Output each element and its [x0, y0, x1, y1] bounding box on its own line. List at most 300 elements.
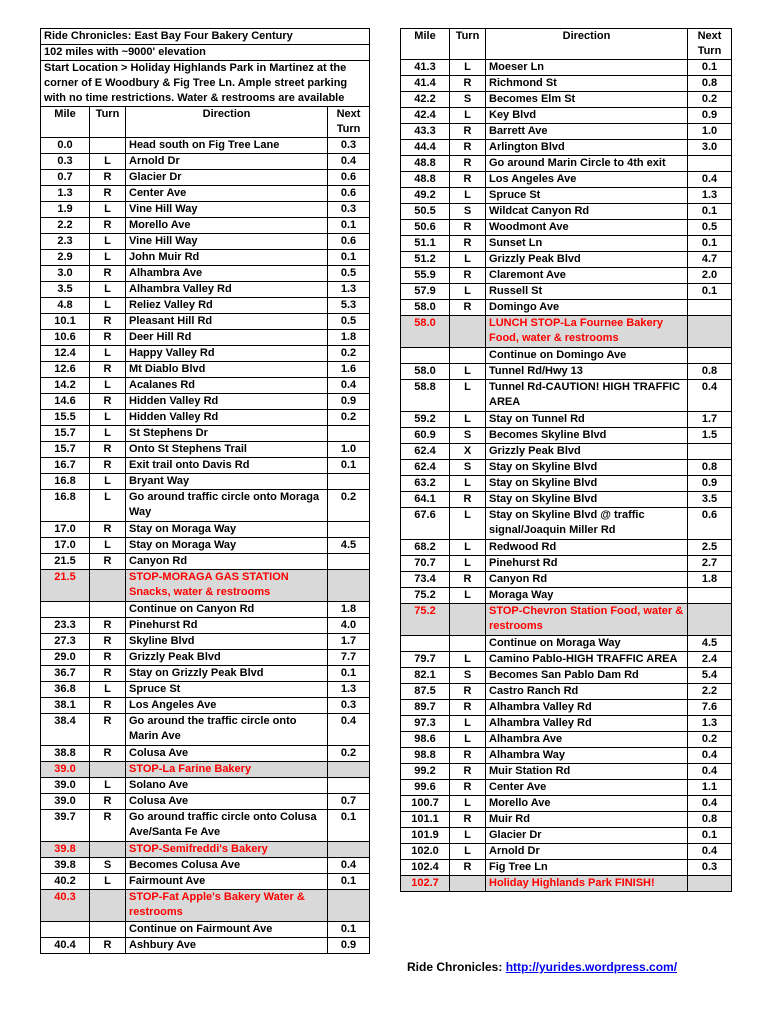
turn-cell: R [450, 764, 486, 780]
cue-row [401, 188, 732, 204]
direction-cell: Continue on Fairmount Ave [126, 922, 328, 938]
next-turn-cell: 0.1 [688, 204, 732, 220]
next-turn-cell: 4.0 [328, 618, 370, 634]
turn-cell: R [90, 746, 126, 762]
direction-cell: Happy Valley Rd [126, 346, 328, 362]
turn-cell: R [90, 266, 126, 282]
direction-cell: Domingo Ave [486, 300, 688, 316]
cue-row [41, 410, 370, 426]
mile-cell [401, 636, 450, 652]
direction-cell: Camino Pablo-HIGH TRAFFIC AREA [486, 652, 688, 668]
next-turn-cell: 0.2 [328, 346, 370, 362]
mile-cell: 16.7 [41, 458, 90, 474]
column-header-next-turn: Next Turn [328, 107, 370, 138]
next-turn-cell: 0.3 [688, 860, 732, 876]
mile-cell: 67.6 [401, 508, 450, 540]
cue-row [401, 156, 732, 172]
next-turn-cell [688, 316, 732, 348]
mile-cell: 39.7 [41, 810, 90, 842]
direction-cell: Stay on Grizzly Peak Blvd [126, 666, 328, 682]
direction-cell: Pinehurst Rd [486, 556, 688, 572]
cue-row [401, 236, 732, 252]
mile-cell: 29.0 [41, 650, 90, 666]
mile-cell: 1.3 [41, 186, 90, 202]
mile-cell: 48.8 [401, 172, 450, 188]
mile-cell: 12.4 [41, 346, 90, 362]
cue-row [41, 634, 370, 650]
turn-cell: L [450, 796, 486, 812]
direction-cell: Stay on Skyline Blvd [486, 460, 688, 476]
turn-cell: R [90, 330, 126, 346]
next-turn-cell: 4.5 [328, 538, 370, 554]
direction-cell: Alhambra Valley Rd [486, 700, 688, 716]
direction-cell: LUNCH STOP-La Fournee Bakery Food, water & restrooms [486, 316, 688, 348]
turn-cell: L [90, 538, 126, 554]
cue-row [41, 458, 370, 474]
cue-row [41, 138, 370, 154]
next-turn-cell: 0.8 [688, 812, 732, 828]
direction-cell: Colusa Ave [126, 794, 328, 810]
mile-cell: 38.1 [41, 698, 90, 714]
direction-cell: STOP-Fat Apple's Bakery Water & restrooms [126, 890, 328, 922]
mile-cell: 2.3 [41, 234, 90, 250]
direction-cell: Alhambra Valley Rd [126, 282, 328, 298]
column-header-next-turn: Next Turn [688, 29, 732, 60]
turn-cell: R [90, 442, 126, 458]
next-turn-cell: 0.2 [328, 746, 370, 762]
mile-cell: 98.6 [401, 732, 450, 748]
direction-cell: STOP-La Farine Bakery [126, 762, 328, 778]
turn-cell: R [450, 236, 486, 252]
direction-cell: Grizzly Peak Blvd [486, 444, 688, 460]
mile-cell: 15.7 [41, 442, 90, 458]
turn-cell: L [450, 188, 486, 204]
turn-cell: L [450, 588, 486, 604]
next-turn-cell: 0.1 [328, 250, 370, 266]
mile-cell: 27.3 [41, 634, 90, 650]
mile-cell: 62.4 [401, 460, 450, 476]
next-turn-cell: 1.1 [688, 780, 732, 796]
blog-link[interactable]: http://yurides.wordpress.com/ [505, 960, 678, 974]
direction-cell: Muir Rd [486, 812, 688, 828]
cue-row [401, 844, 732, 860]
direction-cell: Moeser Ln [486, 60, 688, 76]
mile-cell: 10.1 [41, 314, 90, 330]
next-turn-cell: 1.0 [328, 442, 370, 458]
turn-cell: L [450, 556, 486, 572]
cue-row [41, 650, 370, 666]
next-turn-cell: 0.4 [688, 748, 732, 764]
mile-cell: 40.3 [41, 890, 90, 922]
cue-row [41, 778, 370, 794]
next-turn-cell: 0.6 [328, 234, 370, 250]
next-turn-cell: 2.2 [688, 684, 732, 700]
next-turn-cell: 0.5 [328, 314, 370, 330]
cue-row [401, 204, 732, 220]
cue-row [401, 124, 732, 140]
mile-cell: 87.5 [401, 684, 450, 700]
turn-cell: L [90, 282, 126, 298]
direction-cell: Fig Tree Ln [486, 860, 688, 876]
cue-row [41, 682, 370, 698]
column-header-mile: Mile [401, 29, 450, 60]
next-turn-cell: 0.5 [688, 220, 732, 236]
mile-cell: 16.8 [41, 474, 90, 490]
turn-cell: L [90, 346, 126, 362]
turn-cell: L [450, 508, 486, 540]
mile-cell: 36.7 [41, 666, 90, 682]
mile-cell: 50.6 [401, 220, 450, 236]
cue-row [401, 812, 732, 828]
cue-row [401, 252, 732, 268]
column-header-turn: Turn [450, 29, 486, 60]
direction-cell: Alhambra Ave [126, 266, 328, 282]
mile-cell: 23.3 [41, 618, 90, 634]
cue-row [401, 764, 732, 780]
footer [407, 960, 677, 974]
next-turn-cell: 0.4 [688, 796, 732, 812]
cue-row [41, 810, 370, 842]
direction-cell: Vine Hill Way [126, 202, 328, 218]
turn-cell [90, 138, 126, 154]
turn-cell: R [90, 170, 126, 186]
mile-cell: 3.5 [41, 282, 90, 298]
next-turn-cell: 0.9 [688, 476, 732, 492]
mile-cell: 99.6 [401, 780, 450, 796]
cue-row [41, 170, 370, 186]
turn-cell: R [450, 76, 486, 92]
turn-cell: L [90, 682, 126, 698]
cue-row [401, 700, 732, 716]
direction-cell: Exit trail onto Davis Rd [126, 458, 328, 474]
mile-cell: 12.6 [41, 362, 90, 378]
next-turn-cell: 2.7 [688, 556, 732, 572]
turn-cell: L [90, 154, 126, 170]
cue-row [401, 140, 732, 156]
mile-cell: 38.8 [41, 746, 90, 762]
direction-cell: Go around the traffic circle onto Marin Ave [126, 714, 328, 746]
next-turn-cell [328, 842, 370, 858]
turn-cell: R [90, 634, 126, 650]
mile-cell: 101.9 [401, 828, 450, 844]
direction-cell: Stay on Moraga Way [126, 522, 328, 538]
cue-row [401, 636, 732, 652]
direction-cell: Hidden Valley Rd [126, 394, 328, 410]
mile-cell: 15.7 [41, 426, 90, 442]
next-turn-cell: 1.8 [328, 602, 370, 618]
next-turn-cell [688, 604, 732, 636]
next-turn-cell: 0.1 [328, 458, 370, 474]
direction-cell: John Muir Rd [126, 250, 328, 266]
cue-row [401, 860, 732, 876]
direction-cell: Los Angeles Ave [126, 698, 328, 714]
next-turn-cell: 2.4 [688, 652, 732, 668]
cue-row [401, 460, 732, 476]
direction-cell: Vine Hill Way [126, 234, 328, 250]
mile-cell: 50.5 [401, 204, 450, 220]
next-turn-cell [688, 348, 732, 364]
mile-cell: 58.0 [401, 364, 450, 380]
next-turn-cell: 2.5 [688, 540, 732, 556]
cue-row [41, 794, 370, 810]
direction-cell: Becomes Skyline Blvd [486, 428, 688, 444]
mile-cell: 14.6 [41, 394, 90, 410]
next-turn-cell [328, 762, 370, 778]
next-turn-cell: 2.0 [688, 268, 732, 284]
mile-cell: 60.9 [401, 428, 450, 444]
mile-cell: 75.2 [401, 588, 450, 604]
next-turn-cell: 5.3 [328, 298, 370, 314]
mile-cell: 4.8 [41, 298, 90, 314]
direction-cell: Woodmont Ave [486, 220, 688, 236]
turn-cell: L [450, 828, 486, 844]
turn-cell: L [450, 844, 486, 860]
cue-row [401, 348, 732, 364]
turn-cell: L [90, 234, 126, 250]
turn-cell: R [90, 666, 126, 682]
cue-row [41, 378, 370, 394]
turn-cell: S [450, 428, 486, 444]
next-turn-cell: 1.7 [328, 634, 370, 650]
mile-cell: 58.8 [401, 380, 450, 412]
direction-cell: St Stephens Dr [126, 426, 328, 442]
turn-cell: R [450, 812, 486, 828]
turn-cell: L [450, 252, 486, 268]
direction-cell: Go around traffic circle onto Moraga Way [126, 490, 328, 522]
turn-cell [450, 876, 486, 892]
mile-cell: 49.2 [401, 188, 450, 204]
cue-row [401, 268, 732, 284]
next-turn-cell [328, 778, 370, 794]
direction-cell: Canyon Rd [486, 572, 688, 588]
cue-row [41, 362, 370, 378]
stop-row [41, 570, 370, 602]
next-turn-cell [328, 554, 370, 570]
cue-row [41, 314, 370, 330]
cue-row [41, 522, 370, 538]
direction-cell: Mt Diablo Blvd [126, 362, 328, 378]
cue-row [41, 698, 370, 714]
cue-row [41, 858, 370, 874]
next-turn-cell: 1.0 [688, 124, 732, 140]
mile-cell: 0.0 [41, 138, 90, 154]
mile-cell: 73.4 [401, 572, 450, 588]
direction-cell: Redwood Rd [486, 540, 688, 556]
next-turn-cell: 0.2 [688, 92, 732, 108]
next-turn-cell: 0.4 [328, 714, 370, 746]
turn-cell [90, 602, 126, 618]
mile-cell: 44.4 [401, 140, 450, 156]
mile-cell: 79.7 [401, 652, 450, 668]
turn-cell: L [90, 378, 126, 394]
next-turn-cell: 1.3 [688, 716, 732, 732]
next-turn-cell: 1.7 [688, 412, 732, 428]
stop-row [401, 316, 732, 348]
cue-row [401, 108, 732, 124]
cue-row [401, 76, 732, 92]
right-cue-table [400, 28, 732, 892]
direction-cell: Holiday Highlands Park FINISH! [486, 876, 688, 892]
cue-row [401, 572, 732, 588]
cue-row [401, 380, 732, 412]
turn-cell: R [90, 794, 126, 810]
next-turn-cell [688, 876, 732, 892]
direction-cell: Becomes Colusa Ave [126, 858, 328, 874]
direction-cell: Spruce St [126, 682, 328, 698]
direction-cell: Claremont Ave [486, 268, 688, 284]
turn-cell: R [90, 714, 126, 746]
turn-cell [90, 922, 126, 938]
mile-cell: 40.2 [41, 874, 90, 890]
cue-row [41, 218, 370, 234]
next-turn-cell [328, 474, 370, 490]
cue-row [401, 92, 732, 108]
next-turn-cell: 1.8 [688, 572, 732, 588]
cue-row [401, 684, 732, 700]
turn-cell: L [90, 410, 126, 426]
direction-cell: Grizzly Peak Blvd [486, 252, 688, 268]
turn-cell: R [450, 492, 486, 508]
cue-row [41, 618, 370, 634]
cue-row [41, 266, 370, 282]
mile-cell: 21.5 [41, 570, 90, 602]
mile-cell: 98.8 [401, 748, 450, 764]
mile-cell: 3.0 [41, 266, 90, 282]
direction-cell: Arnold Dr [486, 844, 688, 860]
turn-cell: L [450, 380, 486, 412]
next-turn-cell: 0.9 [328, 394, 370, 410]
next-turn-cell: 0.4 [328, 378, 370, 394]
turn-cell: R [450, 684, 486, 700]
direction-cell: Stay on Skyline Blvd [486, 492, 688, 508]
direction-cell: Go around traffic circle onto Colusa Ave/Santa Fe Ave [126, 810, 328, 842]
stop-row [41, 842, 370, 858]
mile-cell: 36.8 [41, 682, 90, 698]
cue-row [41, 474, 370, 490]
turn-cell: L [450, 364, 486, 380]
next-turn-cell: 0.7 [328, 794, 370, 810]
next-turn-cell: 0.3 [328, 202, 370, 218]
direction-cell: Go around Marin Circle to 4th exit [486, 156, 688, 172]
turn-cell: R [450, 300, 486, 316]
next-turn-cell [328, 522, 370, 538]
mile-cell: 55.9 [401, 268, 450, 284]
mile-cell: 68.2 [401, 540, 450, 556]
direction-cell: Becomes Elm St [486, 92, 688, 108]
turn-cell: L [450, 716, 486, 732]
column-header-turn: Turn [90, 107, 126, 138]
turn-cell [450, 636, 486, 652]
direction-cell: Fairmount Ave [126, 874, 328, 890]
direction-cell: Onto St Stephens Trail [126, 442, 328, 458]
cue-row [401, 556, 732, 572]
cue-row [401, 540, 732, 556]
direction-cell: Key Blvd [486, 108, 688, 124]
cue-row [41, 554, 370, 570]
turn-cell: R [90, 362, 126, 378]
mile-cell: 39.0 [41, 762, 90, 778]
mile-cell: 62.4 [401, 444, 450, 460]
next-turn-cell [328, 570, 370, 602]
next-turn-cell: 0.8 [688, 76, 732, 92]
mile-cell: 39.0 [41, 778, 90, 794]
mile-cell: 64.1 [401, 492, 450, 508]
cue-row [41, 186, 370, 202]
cue-row [41, 394, 370, 410]
cue-row [401, 508, 732, 540]
turn-cell: L [450, 732, 486, 748]
direction-cell: Morello Ave [126, 218, 328, 234]
turn-cell: R [90, 938, 126, 954]
turn-cell: S [450, 460, 486, 476]
next-turn-cell: 0.6 [328, 170, 370, 186]
turn-cell: L [450, 412, 486, 428]
footer-label: Ride Chronicles: [407, 960, 506, 974]
turn-cell [450, 348, 486, 364]
turn-cell: L [450, 108, 486, 124]
mile-cell: 42.4 [401, 108, 450, 124]
turn-cell: R [90, 218, 126, 234]
next-turn-cell: 0.4 [688, 764, 732, 780]
mile-cell: 15.5 [41, 410, 90, 426]
next-turn-cell: 0.5 [328, 266, 370, 282]
direction-cell: Head south on Fig Tree Lane [126, 138, 328, 154]
mile-cell: 102.4 [401, 860, 450, 876]
cue-row [401, 828, 732, 844]
turn-cell: R [450, 268, 486, 284]
turn-cell: R [90, 650, 126, 666]
cue-row [41, 938, 370, 954]
mile-cell: 10.6 [41, 330, 90, 346]
turn-cell: R [450, 140, 486, 156]
mile-cell: 102.0 [401, 844, 450, 860]
mile-cell: 17.0 [41, 538, 90, 554]
next-turn-cell [688, 156, 732, 172]
next-turn-cell: 3.0 [688, 140, 732, 156]
cue-row [41, 346, 370, 362]
cue-row [401, 668, 732, 684]
next-turn-cell: 1.3 [328, 682, 370, 698]
cue-row [41, 922, 370, 938]
direction-cell: Arnold Dr [126, 154, 328, 170]
mile-cell: 2.9 [41, 250, 90, 266]
direction-cell: Pleasant Hill Rd [126, 314, 328, 330]
turn-cell: R [90, 394, 126, 410]
direction-cell: Los Angeles Ave [486, 172, 688, 188]
mile-cell [401, 348, 450, 364]
direction-cell: Canyon Rd [126, 554, 328, 570]
cue-row [401, 60, 732, 76]
cue-row [41, 666, 370, 682]
direction-cell: Stay on Tunnel Rd [486, 412, 688, 428]
direction-cell: Continue on Moraga Way [486, 636, 688, 652]
turn-cell: R [450, 860, 486, 876]
next-turn-cell [328, 426, 370, 442]
cue-row [41, 250, 370, 266]
mile-cell: 97.3 [401, 716, 450, 732]
direction-cell: Moraga Way [486, 588, 688, 604]
next-turn-cell: 0.1 [688, 60, 732, 76]
turn-cell: R [90, 698, 126, 714]
cue-row [401, 220, 732, 236]
turn-cell [450, 316, 486, 348]
cue-row [41, 442, 370, 458]
direction-cell: Solano Ave [126, 778, 328, 794]
next-turn-cell: 0.1 [688, 284, 732, 300]
next-turn-cell: 0.4 [328, 154, 370, 170]
mile-cell: 70.7 [401, 556, 450, 572]
turn-cell: L [90, 202, 126, 218]
